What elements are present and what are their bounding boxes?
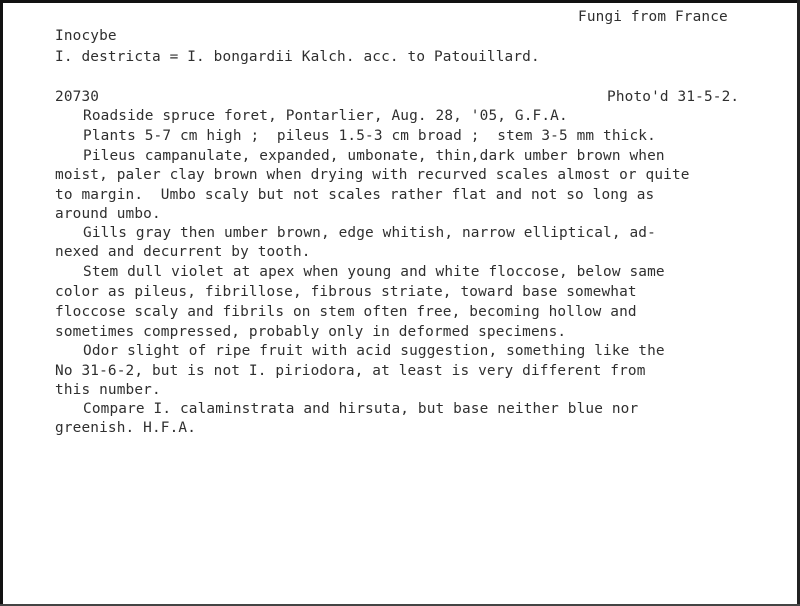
description-line: around umbo. [55, 206, 161, 222]
description-line: greenish. H.F.A. [55, 420, 197, 436]
description-line: Pileus campanulate, expanded, umbonate, thin,dark umber brown when [83, 148, 665, 164]
description-line: sometimes compressed, probably only in deformed specimens. [55, 324, 567, 340]
description-line: color as pileus, fibrillose, fibrous striate, toward base somewhat [55, 284, 637, 300]
description-line: moist, paler clay brown when drying with recurved scales almost or quite [55, 167, 690, 183]
collection-label: Fungi from France [578, 9, 728, 25]
description-line: nexed and decurrent by tooth. [55, 244, 311, 260]
description-line: Gills gray then umber brown, edge whitish, narrow elliptical, ad- [83, 225, 656, 241]
description-line: to margin. Umbo scaly but not scales rather flat and not so long as [55, 187, 655, 203]
description-line: Stem dull violet at apex when young and white floccose, below same [83, 264, 665, 280]
description-line: Roadside spruce foret, Pontarlier, Aug. 28, '05, G.F.A. [83, 108, 568, 124]
description-line: Compare I. calaminstrata and hirsuta, but base neither blue nor [83, 401, 639, 417]
description-line: floccose scaly and fibrils on stem often free, becoming hollow and [55, 304, 637, 320]
genus-heading: Inocybe [55, 28, 117, 44]
photo-note: Photo'd 31-5-2. [607, 89, 740, 105]
description-line: Odor slight of ripe fruit with acid suggestion, something like the [83, 343, 665, 359]
description-line: Plants 5-7 cm high ; pileus 1.5-3 cm broad ; stem 3-5 mm thick. [83, 128, 656, 144]
description-line: No 31-6-2, but is not I. piriodora, at least is very different from [55, 363, 646, 379]
specimen-number: 20730 [55, 89, 100, 105]
description-line: this number. [55, 382, 161, 398]
species-synonymy: I. destricta = I. bongardii Kalch. acc. to Patouillard. [55, 49, 540, 65]
